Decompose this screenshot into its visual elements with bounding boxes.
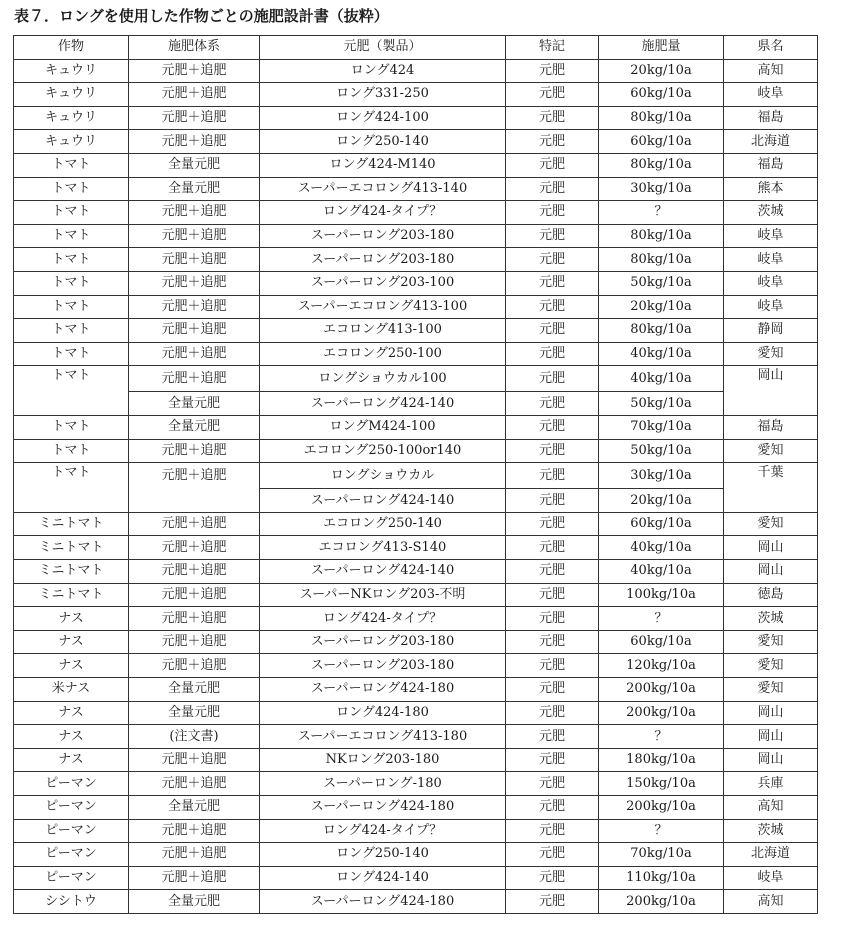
note-cell: 元肥 — [506, 819, 599, 843]
table-row — [14, 678, 818, 702]
rate-cell: 50kg/10a — [599, 271, 724, 295]
system-cell: 元肥＋追肥 — [129, 342, 260, 366]
prefecture-cell: 静岡 — [724, 319, 818, 343]
prefecture-cell: 福島 — [724, 153, 818, 177]
product-cell: エコロング413-S140 — [260, 536, 506, 560]
crop-cell: トマト — [14, 463, 129, 489]
product-cell: スーパーロング-180 — [260, 772, 506, 796]
note-cell: 元肥 — [506, 366, 599, 392]
prefecture-cell: 熊本 — [724, 177, 818, 201]
note-cell: 元肥 — [506, 725, 599, 749]
crop-cell: キュウリ — [14, 59, 129, 83]
crop-cell — [14, 489, 129, 513]
rate-cell: 200kg/10a — [599, 678, 724, 702]
rate-cell: 80kg/10a — [599, 224, 724, 248]
system-cell: 元肥＋追肥 — [129, 201, 260, 225]
prefecture-cell: 高知 — [724, 796, 818, 820]
system-cell: 元肥＋追肥 — [129, 295, 260, 319]
system-cell: 元肥＋追肥 — [129, 560, 260, 584]
rate-cell: 60kg/10a — [599, 130, 724, 154]
crop-cell: ミニトマト — [14, 583, 129, 607]
table-title: 表７．ロングを使用した作物ごとの施肥設計書（抜粋） — [14, 7, 389, 25]
rate-cell: 200kg/10a — [599, 890, 724, 914]
rate-cell: 60kg/10a — [599, 630, 724, 654]
header-fertilization-system: 施肥体系 — [129, 36, 260, 60]
crop-cell: ナス — [14, 701, 129, 725]
system-cell: 元肥＋追肥 — [129, 130, 260, 154]
note-cell: 元肥 — [506, 271, 599, 295]
prefecture-cell: 岡山 — [724, 701, 818, 725]
prefecture-cell: 兵庫 — [724, 772, 818, 796]
product-cell: エコロング413-100 — [260, 319, 506, 343]
note-cell: 元肥 — [506, 439, 599, 463]
table-row — [14, 489, 818, 513]
rate-cell: 60kg/10a — [599, 83, 724, 107]
table-row — [14, 416, 818, 440]
product-cell: ロング424-180 — [260, 701, 506, 725]
crop-cell — [14, 392, 129, 416]
system-cell — [129, 489, 260, 513]
rate-cell: 180kg/10a — [599, 748, 724, 772]
table-row — [14, 512, 818, 536]
product-cell: ロング424-M140 — [260, 153, 506, 177]
crop-cell: ピーマン — [14, 796, 129, 820]
note-cell: 元肥 — [506, 489, 599, 513]
system-cell: 元肥＋追肥 — [129, 224, 260, 248]
note-cell: 元肥 — [506, 83, 599, 107]
crop-cell: トマト — [14, 201, 129, 225]
crop-cell: ミニトマト — [14, 512, 129, 536]
system-cell: 元肥＋追肥 — [129, 59, 260, 83]
note-cell: 元肥 — [506, 607, 599, 631]
product-cell: スーパーエコロング413-140 — [260, 177, 506, 201]
table-row — [14, 83, 818, 107]
prefecture-cell: 岐阜 — [724, 295, 818, 319]
rate-cell: 200kg/10a — [599, 796, 724, 820]
crop-cell: トマト — [14, 224, 129, 248]
prefecture-cell: 岐阜 — [724, 224, 818, 248]
prefecture-cell: 岐阜 — [724, 866, 818, 890]
prefecture-cell: 岐阜 — [724, 248, 818, 272]
rate-cell: 20kg/10a — [599, 295, 724, 319]
header-note: 特記 — [506, 36, 599, 60]
crop-cell: ナス — [14, 725, 129, 749]
rate-cell: 20kg/10a — [599, 59, 724, 83]
product-cell: エコロング250-100or140 — [260, 439, 506, 463]
prefecture-cell — [724, 392, 818, 416]
table-row — [14, 319, 818, 343]
product-cell: スーパーロング203-180 — [260, 630, 506, 654]
rate-cell: ？ — [599, 201, 724, 225]
table-row — [14, 463, 818, 489]
product-cell: ロング250-140 — [260, 843, 506, 867]
table-row — [14, 772, 818, 796]
product-cell: スーパーロング424-180 — [260, 890, 506, 914]
product-cell: スーパーエコロング413-100 — [260, 295, 506, 319]
note-cell: 元肥 — [506, 678, 599, 702]
table-row — [14, 177, 818, 201]
product-cell: スーパーロング203-180 — [260, 654, 506, 678]
rate-cell: ？ — [599, 607, 724, 631]
rate-cell: ？ — [599, 725, 724, 749]
note-cell: 元肥 — [506, 224, 599, 248]
prefecture-cell: 愛知 — [724, 654, 818, 678]
crop-cell: トマト — [14, 342, 129, 366]
product-cell: スーパーロング203-180 — [260, 224, 506, 248]
note-cell: 元肥 — [506, 866, 599, 890]
system-cell: 元肥＋追肥 — [129, 748, 260, 772]
table-row — [14, 890, 818, 914]
system-cell: 元肥＋追肥 — [129, 654, 260, 678]
system-cell: 元肥＋追肥 — [129, 512, 260, 536]
note-cell: 元肥 — [506, 512, 599, 536]
table-row — [14, 560, 818, 584]
table-row — [14, 583, 818, 607]
product-cell: ロング250-140 — [260, 130, 506, 154]
note-cell: 元肥 — [506, 106, 599, 130]
header-prefecture: 県名 — [724, 36, 818, 60]
header-application-rate: 施肥量 — [599, 36, 724, 60]
note-cell: 元肥 — [506, 295, 599, 319]
prefecture-cell: 徳島 — [724, 583, 818, 607]
prefecture-cell: 高知 — [724, 890, 818, 914]
table-row — [14, 843, 818, 867]
system-cell: 元肥＋追肥 — [129, 583, 260, 607]
table-row — [14, 866, 818, 890]
product-cell: ロングショウカル — [260, 463, 506, 489]
table-row — [14, 796, 818, 820]
rate-cell: 30kg/10a — [599, 177, 724, 201]
product-cell: ロング424 — [260, 59, 506, 83]
note-cell: 元肥 — [506, 392, 599, 416]
rate-cell: ？ — [599, 819, 724, 843]
prefecture-cell: 愛知 — [724, 630, 818, 654]
table-body — [14, 59, 818, 913]
crop-cell: ミニトマト — [14, 560, 129, 584]
product-cell: ロング424-140 — [260, 866, 506, 890]
table-row — [14, 819, 818, 843]
product-cell: スーパーエコロング413-180 — [260, 725, 506, 749]
note-cell: 元肥 — [506, 416, 599, 440]
rate-cell: 80kg/10a — [599, 153, 724, 177]
system-cell: 元肥＋追肥 — [129, 366, 260, 392]
crop-cell: ナス — [14, 607, 129, 631]
system-cell: 全量元肥 — [129, 678, 260, 702]
system-cell: 全量元肥 — [129, 177, 260, 201]
system-cell: 元肥＋追肥 — [129, 772, 260, 796]
crop-cell: キュウリ — [14, 130, 129, 154]
product-cell: ロング424-タイプ？ — [260, 201, 506, 225]
crop-cell: トマト — [14, 271, 129, 295]
table-row — [14, 366, 818, 392]
crop-cell: トマト — [14, 366, 129, 392]
product-cell: スーパーロング424-140 — [260, 560, 506, 584]
prefecture-cell: 茨城 — [724, 819, 818, 843]
table-row — [14, 725, 818, 749]
prefecture-cell: 高知 — [724, 59, 818, 83]
crop-cell: トマト — [14, 319, 129, 343]
rate-cell: 40kg/10a — [599, 536, 724, 560]
rate-cell: 50kg/10a — [599, 439, 724, 463]
rate-cell: 70kg/10a — [599, 416, 724, 440]
prefecture-cell: 岡山 — [724, 366, 818, 392]
system-cell: 全量元肥 — [129, 153, 260, 177]
prefecture-cell — [724, 489, 818, 513]
note-cell: 元肥 — [506, 772, 599, 796]
note-cell: 元肥 — [506, 130, 599, 154]
system-cell: 元肥＋追肥 — [129, 106, 260, 130]
prefecture-cell: 岐阜 — [724, 83, 818, 107]
table-header-row — [14, 36, 818, 60]
system-cell: 元肥＋追肥 — [129, 630, 260, 654]
table-row — [14, 439, 818, 463]
crop-cell: 米ナス — [14, 678, 129, 702]
note-cell: 元肥 — [506, 59, 599, 83]
system-cell: 全量元肥 — [129, 416, 260, 440]
rate-cell: 100kg/10a — [599, 583, 724, 607]
table-row — [14, 106, 818, 130]
crop-cell: キュウリ — [14, 83, 129, 107]
rate-cell: 60kg/10a — [599, 512, 724, 536]
note-cell: 元肥 — [506, 890, 599, 914]
prefecture-cell: 愛知 — [724, 342, 818, 366]
system-cell: 全量元肥 — [129, 701, 260, 725]
rate-cell: 40kg/10a — [599, 560, 724, 584]
crop-cell: ナス — [14, 630, 129, 654]
product-cell: NKロング203-180 — [260, 748, 506, 772]
table-row — [14, 295, 818, 319]
rate-cell: 20kg/10a — [599, 489, 724, 513]
table-row — [14, 536, 818, 560]
table-row — [14, 392, 818, 416]
note-cell: 元肥 — [506, 463, 599, 489]
crop-cell: ナス — [14, 654, 129, 678]
rate-cell: 50kg/10a — [599, 392, 724, 416]
rate-cell: 200kg/10a — [599, 701, 724, 725]
system-cell: 元肥＋追肥 — [129, 866, 260, 890]
header-crop: 作物 — [14, 36, 129, 60]
table-row — [14, 130, 818, 154]
prefecture-cell: 茨城 — [724, 201, 818, 225]
product-cell: ロング424-タイプ？ — [260, 607, 506, 631]
prefecture-cell: 北海道 — [724, 130, 818, 154]
note-cell: 元肥 — [506, 248, 599, 272]
note-cell: 元肥 — [506, 748, 599, 772]
product-cell: ロング424-100 — [260, 106, 506, 130]
table-row — [14, 248, 818, 272]
rate-cell: 30kg/10a — [599, 463, 724, 489]
note-cell: 元肥 — [506, 796, 599, 820]
rate-cell: 70kg/10a — [599, 843, 724, 867]
note-cell: 元肥 — [506, 536, 599, 560]
prefecture-cell: 岡山 — [724, 748, 818, 772]
header-base-fertilizer-product: 元肥（製品） — [260, 36, 506, 60]
product-cell: スーパーロング203-100 — [260, 271, 506, 295]
prefecture-cell: 北海道 — [724, 843, 818, 867]
note-cell: 元肥 — [506, 319, 599, 343]
crop-cell: トマト — [14, 153, 129, 177]
table-row — [14, 224, 818, 248]
rate-cell: 40kg/10a — [599, 342, 724, 366]
note-cell: 元肥 — [506, 583, 599, 607]
note-cell: 元肥 — [506, 654, 599, 678]
product-cell: スーパーロング424-140 — [260, 489, 506, 513]
table-row — [14, 630, 818, 654]
note-cell: 元肥 — [506, 630, 599, 654]
crop-cell: トマト — [14, 177, 129, 201]
crop-cell: ピーマン — [14, 843, 129, 867]
note-cell: 元肥 — [506, 201, 599, 225]
table-row — [14, 748, 818, 772]
prefecture-cell: 岐阜 — [724, 271, 818, 295]
prefecture-cell: 岡山 — [724, 536, 818, 560]
rate-cell: 120kg/10a — [599, 654, 724, 678]
rate-cell: 40kg/10a — [599, 366, 724, 392]
system-cell: 元肥＋追肥 — [129, 536, 260, 560]
prefecture-cell: 福島 — [724, 416, 818, 440]
rate-cell: 80kg/10a — [599, 106, 724, 130]
table-row — [14, 201, 818, 225]
prefecture-cell: 愛知 — [724, 439, 818, 463]
system-cell: 全量元肥 — [129, 796, 260, 820]
system-cell: 元肥＋追肥 — [129, 319, 260, 343]
table-row — [14, 271, 818, 295]
table-row — [14, 342, 818, 366]
crop-cell: シシトウ — [14, 890, 129, 914]
rate-cell: 80kg/10a — [599, 248, 724, 272]
rate-cell: 110kg/10a — [599, 866, 724, 890]
product-cell: エコロング250-100 — [260, 342, 506, 366]
product-cell: ロング424-タイプ？ — [260, 819, 506, 843]
table-row — [14, 654, 818, 678]
product-cell: スーパーロング424-180 — [260, 678, 506, 702]
note-cell: 元肥 — [506, 153, 599, 177]
crop-cell: ミニトマト — [14, 536, 129, 560]
fertilizer-design-table — [13, 35, 818, 914]
prefecture-cell: 愛知 — [724, 678, 818, 702]
crop-cell: ナス — [14, 748, 129, 772]
note-cell: 元肥 — [506, 843, 599, 867]
rate-cell: 80kg/10a — [599, 319, 724, 343]
system-cell: 全量元肥 — [129, 890, 260, 914]
prefecture-cell: 愛知 — [724, 512, 818, 536]
crop-cell: キュウリ — [14, 106, 129, 130]
table-row — [14, 701, 818, 725]
product-cell: スーパーロング424-140 — [260, 392, 506, 416]
prefecture-cell: 岡山 — [724, 725, 818, 749]
system-cell: 元肥＋追肥 — [129, 439, 260, 463]
prefecture-cell: 茨城 — [724, 607, 818, 631]
crop-cell: トマト — [14, 248, 129, 272]
note-cell: 元肥 — [506, 342, 599, 366]
prefecture-cell: 千葉 — [724, 463, 818, 489]
product-cell: スーパーロング424-180 — [260, 796, 506, 820]
system-cell: 元肥＋追肥 — [129, 819, 260, 843]
system-cell: 元肥＋追肥 — [129, 463, 260, 489]
system-cell: 全量元肥 — [129, 392, 260, 416]
system-cell: 元肥＋追肥 — [129, 271, 260, 295]
note-cell: 元肥 — [506, 701, 599, 725]
table-row — [14, 153, 818, 177]
product-cell: ロング331-250 — [260, 83, 506, 107]
prefecture-cell: 岡山 — [724, 560, 818, 584]
note-cell: 元肥 — [506, 560, 599, 584]
system-cell: 元肥＋追肥 — [129, 83, 260, 107]
crop-cell: ピーマン — [14, 772, 129, 796]
product-cell: スーパーロング203-180 — [260, 248, 506, 272]
system-cell: (注文書) — [129, 725, 260, 749]
product-cell: スーパーNKロング203-不明 — [260, 583, 506, 607]
prefecture-cell: 福島 — [724, 106, 818, 130]
system-cell: 元肥＋追肥 — [129, 607, 260, 631]
crop-cell: トマト — [14, 416, 129, 440]
product-cell: エコロング250-140 — [260, 512, 506, 536]
product-cell: ロングショウカル100 — [260, 366, 506, 392]
table-row — [14, 59, 818, 83]
crop-cell: ピーマン — [14, 866, 129, 890]
product-cell: ロングM424-100 — [260, 416, 506, 440]
note-cell: 元肥 — [506, 177, 599, 201]
rate-cell: 150kg/10a — [599, 772, 724, 796]
table-row — [14, 607, 818, 631]
crop-cell: ピーマン — [14, 819, 129, 843]
crop-cell: トマト — [14, 439, 129, 463]
system-cell: 元肥＋追肥 — [129, 843, 260, 867]
system-cell: 元肥＋追肥 — [129, 248, 260, 272]
crop-cell: トマト — [14, 295, 129, 319]
